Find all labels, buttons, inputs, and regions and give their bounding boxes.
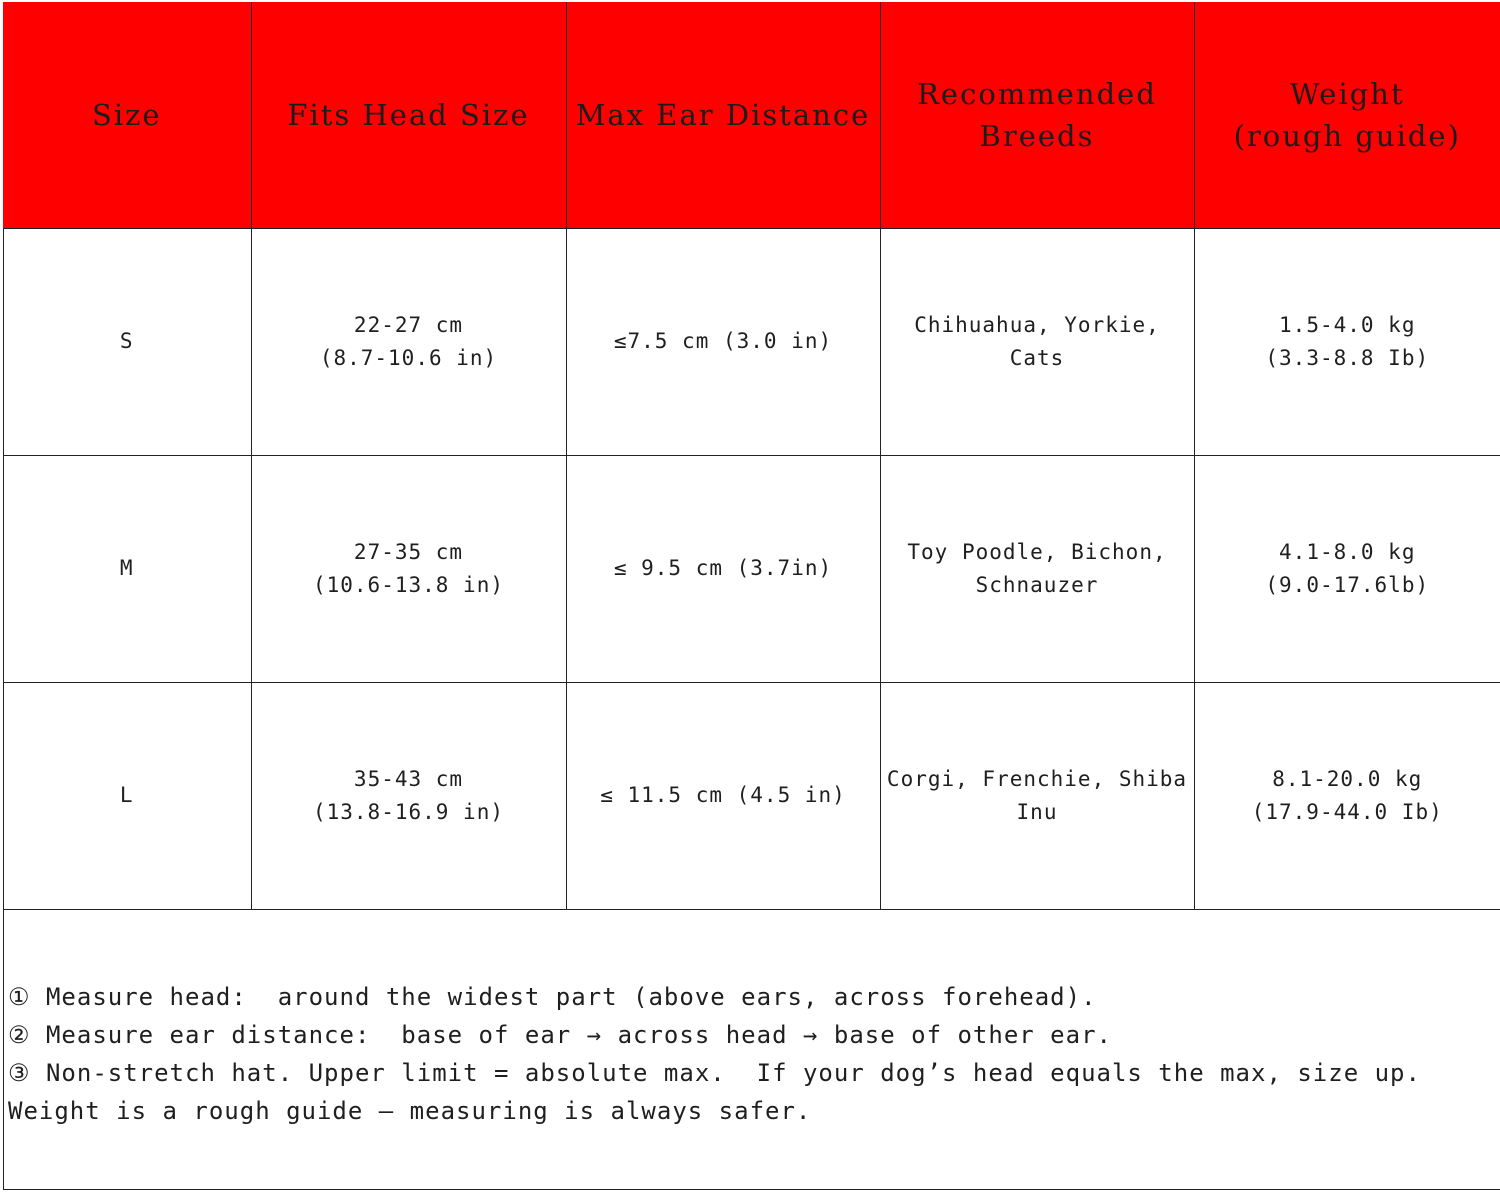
- weight-kg: 1.5-4.0 kg: [1279, 312, 1416, 337]
- ear-distance-cell: [566, 455, 880, 682]
- weight-kg: 4.1-8.0 kg: [1279, 539, 1416, 564]
- note-measure-ear-distance: ② Measure ear distance: base of ear → across head → base of other ear.: [8, 1021, 1112, 1049]
- size-cell: [3, 455, 251, 682]
- head-size-cm: 27-35 cm: [353, 539, 464, 564]
- head-size-in: (8.7-10.6 in): [319, 345, 498, 370]
- head-size-cm: 35-43 cm: [353, 766, 464, 791]
- weight-lb: (3.3-8.8 Ib): [1265, 345, 1430, 370]
- size-value: S: [119, 329, 134, 353]
- breeds-line1: Toy Poodle, Bichon,: [907, 539, 1167, 564]
- breeds-line1: Chihuahua, Yorkie,: [914, 312, 1160, 337]
- ear-distance-value: ≤ 9.5 cm (3.7in): [613, 556, 833, 580]
- breeds-line2: Cats: [1009, 345, 1065, 370]
- header-row: [3, 2, 1500, 228]
- size-value: M: [119, 556, 134, 580]
- weight-cell: [1194, 682, 1500, 909]
- header-max-ear-distance-text: Max Ear Distance: [575, 97, 871, 132]
- breeds-line2: Inu: [1016, 799, 1058, 824]
- table-row: [3, 455, 1500, 682]
- head-size-in: (10.6-13.8 in): [312, 572, 504, 597]
- header-size: [3, 2, 251, 228]
- note-measure-head: ① Measure head: around the widest part (above ears, across forehead).: [8, 983, 1097, 1011]
- head-size-cm: 22-27 cm: [353, 312, 464, 337]
- ear-distance-cell: [566, 228, 880, 455]
- table-row: [3, 228, 1500, 455]
- breeds-cell: [880, 455, 1194, 682]
- header-weight-line2: (rough guide): [1233, 118, 1461, 153]
- ear-distance-value: ≤7.5 cm (3.0 in): [613, 329, 833, 353]
- ear-distance-value: ≤ 11.5 cm (4.5 in): [600, 783, 846, 807]
- weight-kg: 8.1-20.0 kg: [1272, 766, 1423, 791]
- head-size-in: (13.8-16.9 in): [312, 799, 504, 824]
- breeds-cell: [880, 682, 1194, 909]
- note-non-stretch: ③ Non-stretch hat. Upper limit = absolute max. If your dog’s head equals the max, size up.: [8, 1059, 1421, 1087]
- header-recommended-breeds: [880, 2, 1194, 228]
- breeds-cell: [880, 228, 1194, 455]
- header-weight: [1194, 2, 1500, 228]
- header-fits-head-size: [251, 2, 566, 228]
- breeds-line2: Schnauzer: [975, 572, 1099, 597]
- weight-lb: (17.9-44.0 Ib): [1251, 799, 1443, 824]
- size-cell: [3, 228, 251, 455]
- table-row: [3, 682, 1500, 909]
- size-cell: [3, 682, 251, 909]
- breeds-line1: Corgi, Frenchie, Shiba: [886, 766, 1188, 791]
- header-weight-line1: Weight: [1289, 76, 1405, 111]
- weight-lb: (9.0-17.6lb): [1265, 572, 1430, 597]
- size-chart-table: [3, 2, 1500, 910]
- size-value: L: [119, 783, 134, 807]
- header-recommended-breeds-line1: Recommended: [917, 76, 1157, 111]
- head-size-cell: [251, 228, 566, 455]
- note-weight-guide: Weight is a rough guide — measuring is always safer.: [8, 1097, 812, 1125]
- measurement-notes: [8, 978, 1496, 1130]
- header-size-text: Size: [91, 97, 162, 132]
- head-size-cell: [251, 682, 566, 909]
- weight-cell: [1194, 455, 1500, 682]
- header-fits-head-size-text: Fits Head Size: [287, 97, 530, 132]
- header-recommended-breeds-line2: Breeds: [979, 118, 1095, 153]
- header-max-ear-distance: [566, 2, 880, 228]
- head-size-cell: [251, 455, 566, 682]
- weight-cell: [1194, 228, 1500, 455]
- ear-distance-cell: [566, 682, 880, 909]
